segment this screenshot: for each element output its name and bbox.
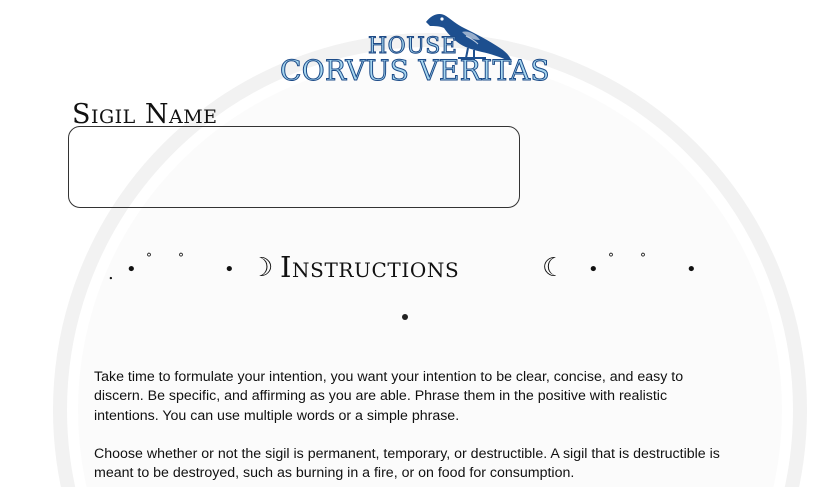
sigil-name-label: Sigil Name xyxy=(72,99,218,130)
ornament-dot-icon: • xyxy=(686,259,697,280)
ornament-dot-icon: • xyxy=(126,259,137,280)
ornament-dot-icon: • xyxy=(224,259,235,280)
ornament-ring-icon: ° xyxy=(640,251,646,265)
instructions-heading xyxy=(100,248,720,288)
logo-house-text: HOUSE xyxy=(368,34,458,59)
ornament-ring-icon: ° xyxy=(608,251,614,265)
house-logo xyxy=(280,8,550,88)
instructions-body xyxy=(94,368,724,487)
instructions-title: Instructions xyxy=(280,250,460,284)
ornament-ring-icon: ° xyxy=(178,251,184,265)
crescent-moon-left-icon: ☾ xyxy=(542,253,566,283)
instructions-paragraph: Choose whether or not the sigil is permanent, temporary, or destructible. A sigil that is destructible is meant to be destroyed, such as burning in a fire, or on food for consumption. xyxy=(94,445,720,482)
sigil-name-input[interactable] xyxy=(68,126,520,208)
ornament-ring-icon: ° xyxy=(146,251,152,265)
instructions-paragraph: Take time to formulate your intention, you want your intention to be clear, concise, and easy to discern. Be specific, and affirming as you are able. Phrase them in the positive with realistic intentions. You can use multiple words or a simple phrase. xyxy=(94,369,684,424)
logo-house-name: CORVUS VERITAS xyxy=(280,54,550,87)
ornament-center-dot xyxy=(402,314,408,320)
crescent-moon-right-icon: ☽ xyxy=(250,253,274,283)
ornament-dot-icon: • xyxy=(588,259,599,280)
ornament-dot-icon: . xyxy=(108,263,114,284)
